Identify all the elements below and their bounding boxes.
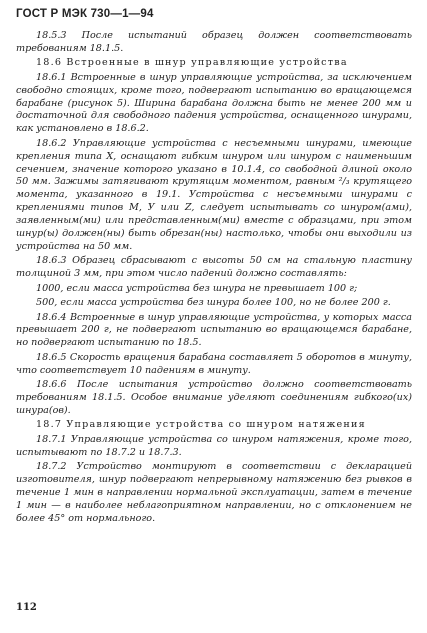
paragraph-18-5-3: 18.5.3 После испытаний образец должен соответствовать требованиям 18.1.5. bbox=[16, 30, 412, 54]
paragraph-18-6-5: 18.6.5 Скорость вращения барабана составляет 5 оборотов в минуту, что соответствует 10 падениям в минуту. bbox=[16, 351, 412, 376]
paragraph-18-6-2: 18.6.2 Управляющие устройства с несъемными шнурами, имеющие крепления типа X, оснащают гибким шнуром или шнуром с наименьшим сечением, значение которого указано в 10.1.4, со свободной длиной около 50 мм. Зажимы затягивают крутящим моментом, равным ²/₃ крутящего момента, указанного в 19.1. Устройства с несъемными шнурами с креплениями типов М, У или Z, следует испытывать со шнуром(ами), заявленным(ми) или представленным(ми) вместе с образцами, при этом шнур(ы) должен(ны) быть обрезан(ны) настолько, чтобы они выходили из устройства на 50 мм. bbox=[16, 137, 412, 252]
page-header: ГОСТ Р МЭК 730—1—94 bbox=[16, 8, 154, 20]
paragraph-18-6-3: 18.6.3 Образец сбрасывают с высоты 50 см на стальную пластину толщиной 3 мм, при этом число падений должно составлять: bbox=[16, 255, 412, 280]
paragraph-18-6-1: 18.6.1 Встроенные в шнур управляющие устройства, за исключением свободно стоящих, кроме того, подвергают испытанию во вращающемся барабане (рисунок 5). Ширина барабана должна быть не менее 200 мм и достаточной для свободного падения устройства, оснащенного шнурами, как установлено в 18.6.2. bbox=[16, 71, 412, 135]
document-body bbox=[16, 30, 412, 527]
page-number: 112 bbox=[16, 602, 37, 613]
paragraph-18-7-1: 18.7.1 Управляющие устройства со шнуром натяжения, кроме того, испытывают по 18.7.2 и 18.7.3. bbox=[16, 433, 412, 458]
list-item-500: 500, если масса устройства без шнура более 100, но не более 200 г. bbox=[36, 297, 391, 309]
paragraph-18-6-6: 18.6.6 После испытания устройство должно соответствовать требованиям 18.1.5. Особое внимание уделяют соединениям гибкого(их) шнура(ов). bbox=[16, 379, 412, 416]
paragraph-18-6-4: 18.6.4 Встроенные в шнур управляющие устройства, у которых масса превышает 200 г, не подвергают испытанию во вращающемся барабане, но подвергают испытанию по 18.5. bbox=[16, 311, 412, 349]
section-heading-18-6: 18.6 Встроенные в шнур управляющие устройства bbox=[36, 57, 348, 69]
list-item-1000: 1000, если масса устройства без шнура не превышает 100 г; bbox=[36, 282, 358, 294]
section-heading-18-7: 18.7 Управляющие устройства со шнуром натяжения bbox=[36, 419, 366, 431]
paragraph-18-7-2: 18.7.2 Устройство монтируют в соответствии с декларацией изготовителя, шнур подвергают непрерывному натяжению без рывков в течение 1 мин в направлении нормальной эксплуатации, затем в течение 1 мин — в наиболее неблагоприятном направлении, но с отклонением не более 45° от нормального. bbox=[16, 461, 412, 524]
